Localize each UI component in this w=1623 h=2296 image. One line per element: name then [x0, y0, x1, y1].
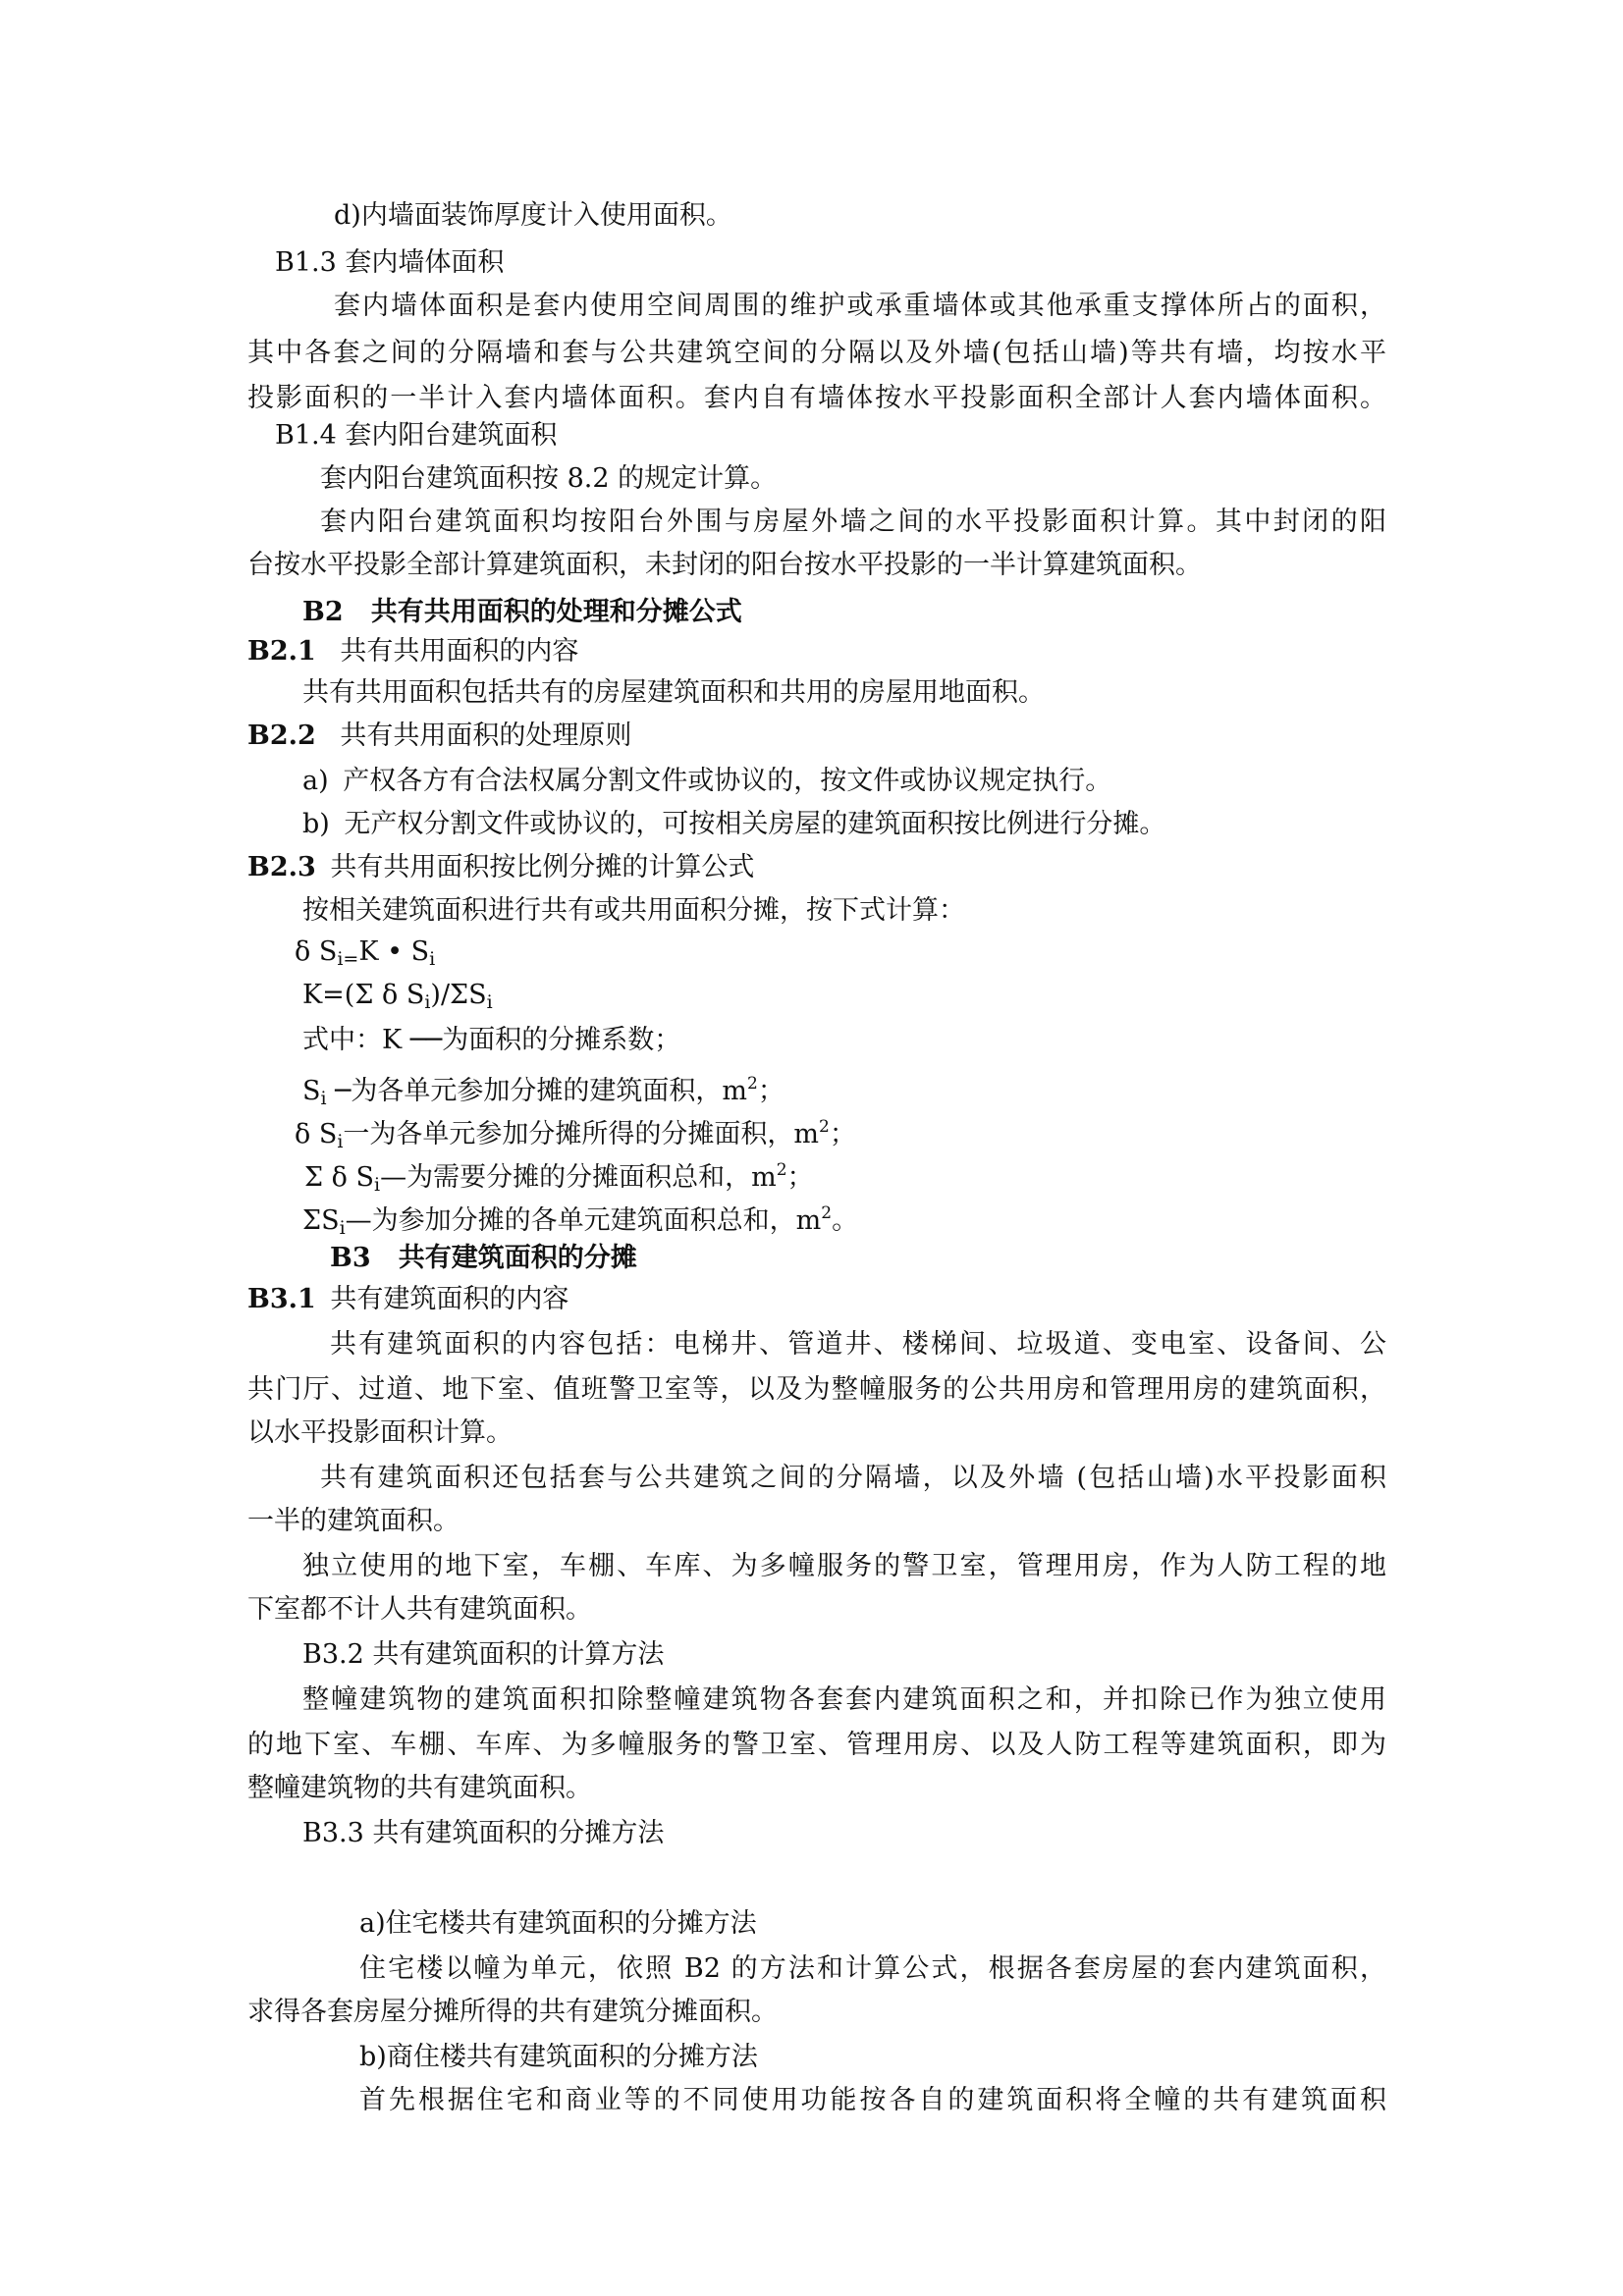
- text-line: 套内墙体面积是套内使用空间周围的维护或承重墙体或其他承重支撑体所占的面积，: [334, 291, 1386, 321]
- text-line: d)内墙面装饰厚度计入使用面积。: [334, 200, 732, 231]
- text-line: 其中各套之间的分隔墙和套与公共建筑空间的分隔以及外墙(包括山墙)等共有墙，均按水平: [247, 338, 1386, 368]
- text-line: 首先根据住宅和商业等的不同使用功能按各自的建筑面积将全幢的共有建筑面积: [359, 2085, 1386, 2115]
- subsection-heading-b2-2: [247, 717, 1386, 756]
- formula-delta-si: δ $S_{i=}K$ • $S_i$: [295, 936, 436, 970]
- list-text: 产权各方有合法权属分割文件或协议的，按文件或协议规定执行。: [343, 766, 1112, 796]
- section-title: 共有共用面积的处理原则: [340, 721, 632, 751]
- section-heading-b1-3: B1.3 套内墙体面积: [275, 247, 505, 278]
- formula-definition: $\Sigma S_i—$为参加分摊的各单元建筑面积总和，$m^2$。: [302, 1203, 859, 1239]
- text-line: 整幢建筑物的共有建筑面积。: [247, 1773, 592, 1803]
- text-line: 一半的建筑面积。: [247, 1506, 460, 1536]
- section-title: 共有共用面积的内容: [340, 636, 579, 667]
- list-item: [302, 762, 1441, 801]
- section-number: B3.1: [247, 1284, 316, 1314]
- subsection-heading-b2-1: [247, 632, 1386, 671]
- text-line: 共有共用面积包括共有的房屋建筑面积和共用的房屋用地面积。: [302, 677, 1045, 708]
- section-title: 共有建筑面积的内容: [330, 1284, 569, 1314]
- text-line: 的地下室、车棚、车库、为多幢服务的警卫室、管理用房、以及人防工程等建筑面积，即为: [247, 1730, 1386, 1760]
- text-line: 住宅楼以幢为单元，依照 B2 的方法和计算公式，根据各套房屋的套内建筑面积，: [359, 1953, 1386, 1984]
- section-number: B2.3: [247, 852, 316, 882]
- text-line: 下室都不计人共有建筑面积。: [247, 1594, 592, 1625]
- list-heading: a)住宅楼共有建筑面积的分摊方法: [359, 1908, 757, 1939]
- list-item: [302, 805, 1441, 844]
- section-heading-b2: B2 共有共用面积的处理和分摊公式: [302, 597, 742, 627]
- text-line: 整幢建筑物的建筑面积扣除整幢建筑物各套套内建筑面积之和，并扣除已作为独立使用: [302, 1684, 1386, 1715]
- formula-definition: $S_i$ ─为各单元参加分摊的建筑面积，$m^2$；: [302, 1074, 784, 1109]
- text-line: 共有建筑面积的内容包括：电梯井、管道井、楼梯间、垃圾道、变电室、设备间、公: [330, 1329, 1386, 1360]
- text-line: 套内阳台建筑面积均按阳台外围与房屋外墙之间的水平投影面积计算。其中封闭的阳: [320, 507, 1386, 537]
- list-marker: a): [302, 766, 329, 796]
- subsection-heading-b3-2: B3.2 共有建筑面积的计算方法: [302, 1639, 665, 1670]
- list-text: 无产权分割文件或协议的，可按相关房屋的建筑面积按比例进行分摊。: [344, 809, 1166, 839]
- text-line: 以水平投影面积计算。: [247, 1417, 513, 1448]
- formula-definition: 式中：K ──为面积的分摊系数；: [302, 1025, 681, 1055]
- section-number: B2.1: [247, 636, 316, 667]
- section-heading-b3: B3 共有建筑面积的分摊: [330, 1243, 637, 1273]
- formula-k: K=(Σ δ $S_i)/\Sigma S_i$: [302, 980, 493, 1013]
- list-marker: b): [302, 809, 330, 839]
- text-line: 求得各套房屋分摊所得的共有建筑分摊面积。: [247, 1997, 778, 2027]
- section-number: B2.2: [247, 721, 316, 751]
- subsection-heading-b2-3: [247, 848, 1386, 887]
- formula-definition: Σ δ $S_i—$为需要分摊的分摊面积总和，$m^2$；: [304, 1160, 814, 1196]
- subsection-heading-b3-1: [247, 1280, 1386, 1319]
- section-title: 共有共用面积按比例分摊的计算公式: [330, 852, 755, 882]
- text-line: 投影面积的一半计入套内墙体面积。套内自有墙体按水平投影面积全部计人套内墙体面积。: [247, 383, 1386, 413]
- text-line: 台按水平投影全部计算建筑面积，未封闭的阳台按水平投影的一半计算建筑面积。: [247, 550, 1202, 580]
- text-line: 共门厅、过道、地下室、值班警卫室等，以及为整幢服务的公共用房和管理用房的建筑面积，: [247, 1374, 1386, 1405]
- text-line: 共有建筑面积还包括套与公共建筑之间的分隔墙，以及外墙 (包括山墙)水平投影面积: [320, 1463, 1386, 1493]
- formula-definition: δ $S_i$一为各单元参加分摊所得的分摊面积，$m^2$；: [295, 1117, 856, 1152]
- section-heading-b1-4: B1.4 套内阳台建筑面积: [275, 420, 558, 451]
- subsection-heading-b3-3: B3.3 共有建筑面积的分摊方法: [302, 1818, 665, 1848]
- text-line: 按相关建筑面积进行共有或共用面积分摊，按下式计算：: [302, 895, 965, 926]
- list-heading: b)商住楼共有建筑面积的分摊方法: [359, 2042, 758, 2072]
- text-line: 独立使用的地下室，车棚、车库、为多幢服务的警卫室，管理用房，作为人防工程的地: [302, 1551, 1386, 1581]
- text-line: 套内阳台建筑面积按 8.2 的规定计算。: [320, 463, 778, 494]
